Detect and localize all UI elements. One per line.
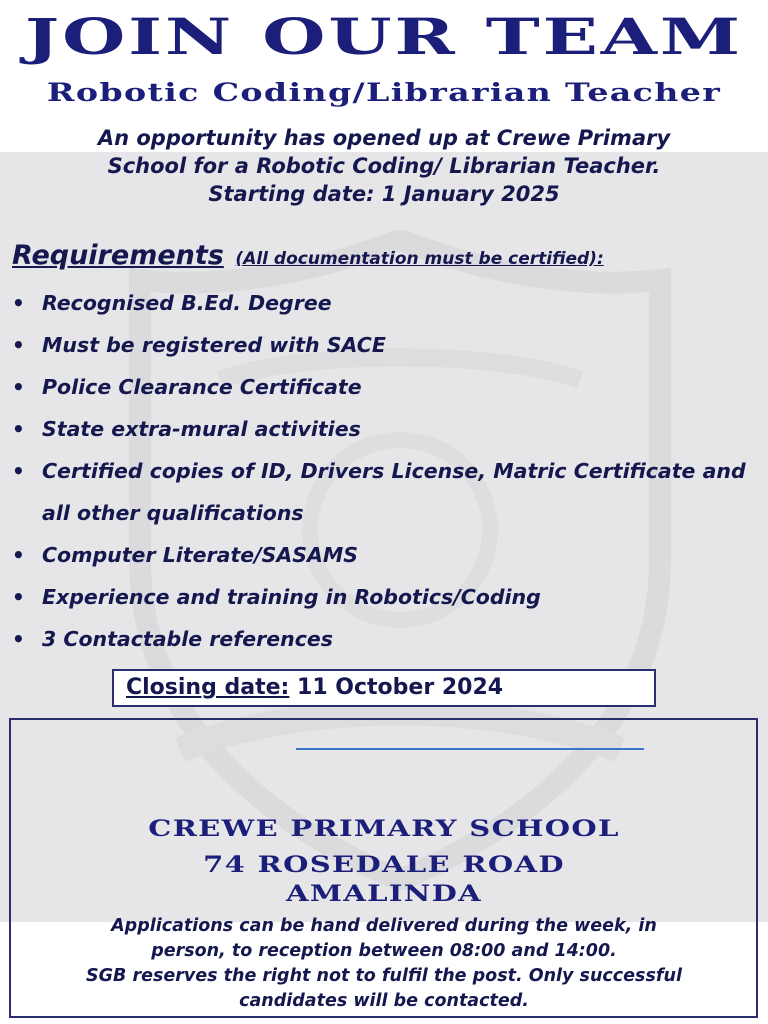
requirement-text: 3 Contactable references (42, 627, 333, 651)
footer-line: SGB reserves the right not to fulfil the post. Only successful (86, 966, 682, 986)
page-title: JOIN OUR TEAM (24, 7, 744, 66)
list-item (10, 618, 760, 660)
start-date-line: Starting date: 1 January 2025 (208, 182, 560, 206)
bullet-icon: • (12, 585, 25, 609)
list-item (10, 366, 760, 408)
list-item (10, 534, 760, 576)
school-name: CREWE PRIMARY SCHOOL (148, 816, 620, 842)
requirement-text: State extra-mural activities (42, 417, 361, 441)
list-item (10, 324, 760, 366)
requirement-text: Computer Literate/SASAMS (42, 543, 359, 567)
requirement-text: Must be registered with SACE (42, 333, 386, 357)
list-item (10, 408, 760, 450)
intro-line: School for a Robotic Coding/ Librarian Teacher. (107, 154, 661, 178)
requirements-list (10, 282, 760, 660)
bullet-icon: • (12, 459, 25, 483)
bullet-icon: • (12, 375, 25, 399)
closing-date-box (112, 669, 656, 707)
divider-line (296, 748, 644, 750)
position-subtitle: Robotic Coding/Librarian Teacher (46, 78, 722, 107)
footer-line: Applications can be hand delivered during the week, in (111, 916, 657, 936)
bullet-icon: • (12, 291, 25, 315)
requirement-text: Experience and training in Robotics/Coding (42, 585, 541, 609)
requirement-text: Recognised B.Ed. Degree (42, 291, 332, 315)
footer-line: person, to reception between 08:00 and 14:00. (151, 941, 617, 961)
requirement-text: Certified copies of ID, Drivers License, Matric Certificate and all other qualifications (42, 459, 746, 525)
list-item (10, 282, 760, 324)
intro-line: An opportunity has opened up at Crewe Primary (97, 126, 671, 150)
bullet-icon: • (12, 627, 25, 651)
intro-text (0, 124, 768, 208)
bullet-icon: • (12, 543, 25, 567)
closing-date-value: 11 October 2024 (297, 675, 504, 700)
bullet-icon: • (12, 417, 25, 441)
requirements-note: (All documentation must be certified): (235, 249, 604, 269)
area-name: AMALINDA (285, 881, 483, 907)
bullet-icon: • (12, 333, 25, 357)
street-address: 74 ROSEDALE ROAD (203, 852, 565, 878)
requirement-text: Police Clearance Certificate (42, 375, 362, 399)
closing-date-label: Closing date: (126, 675, 290, 700)
requirements-title: Requirements (12, 240, 224, 271)
list-item (10, 576, 760, 618)
requirements-heading (12, 240, 604, 271)
application-info (12, 914, 756, 1014)
footer-line: candidates will be contacted. (239, 991, 529, 1011)
list-item (10, 450, 760, 534)
